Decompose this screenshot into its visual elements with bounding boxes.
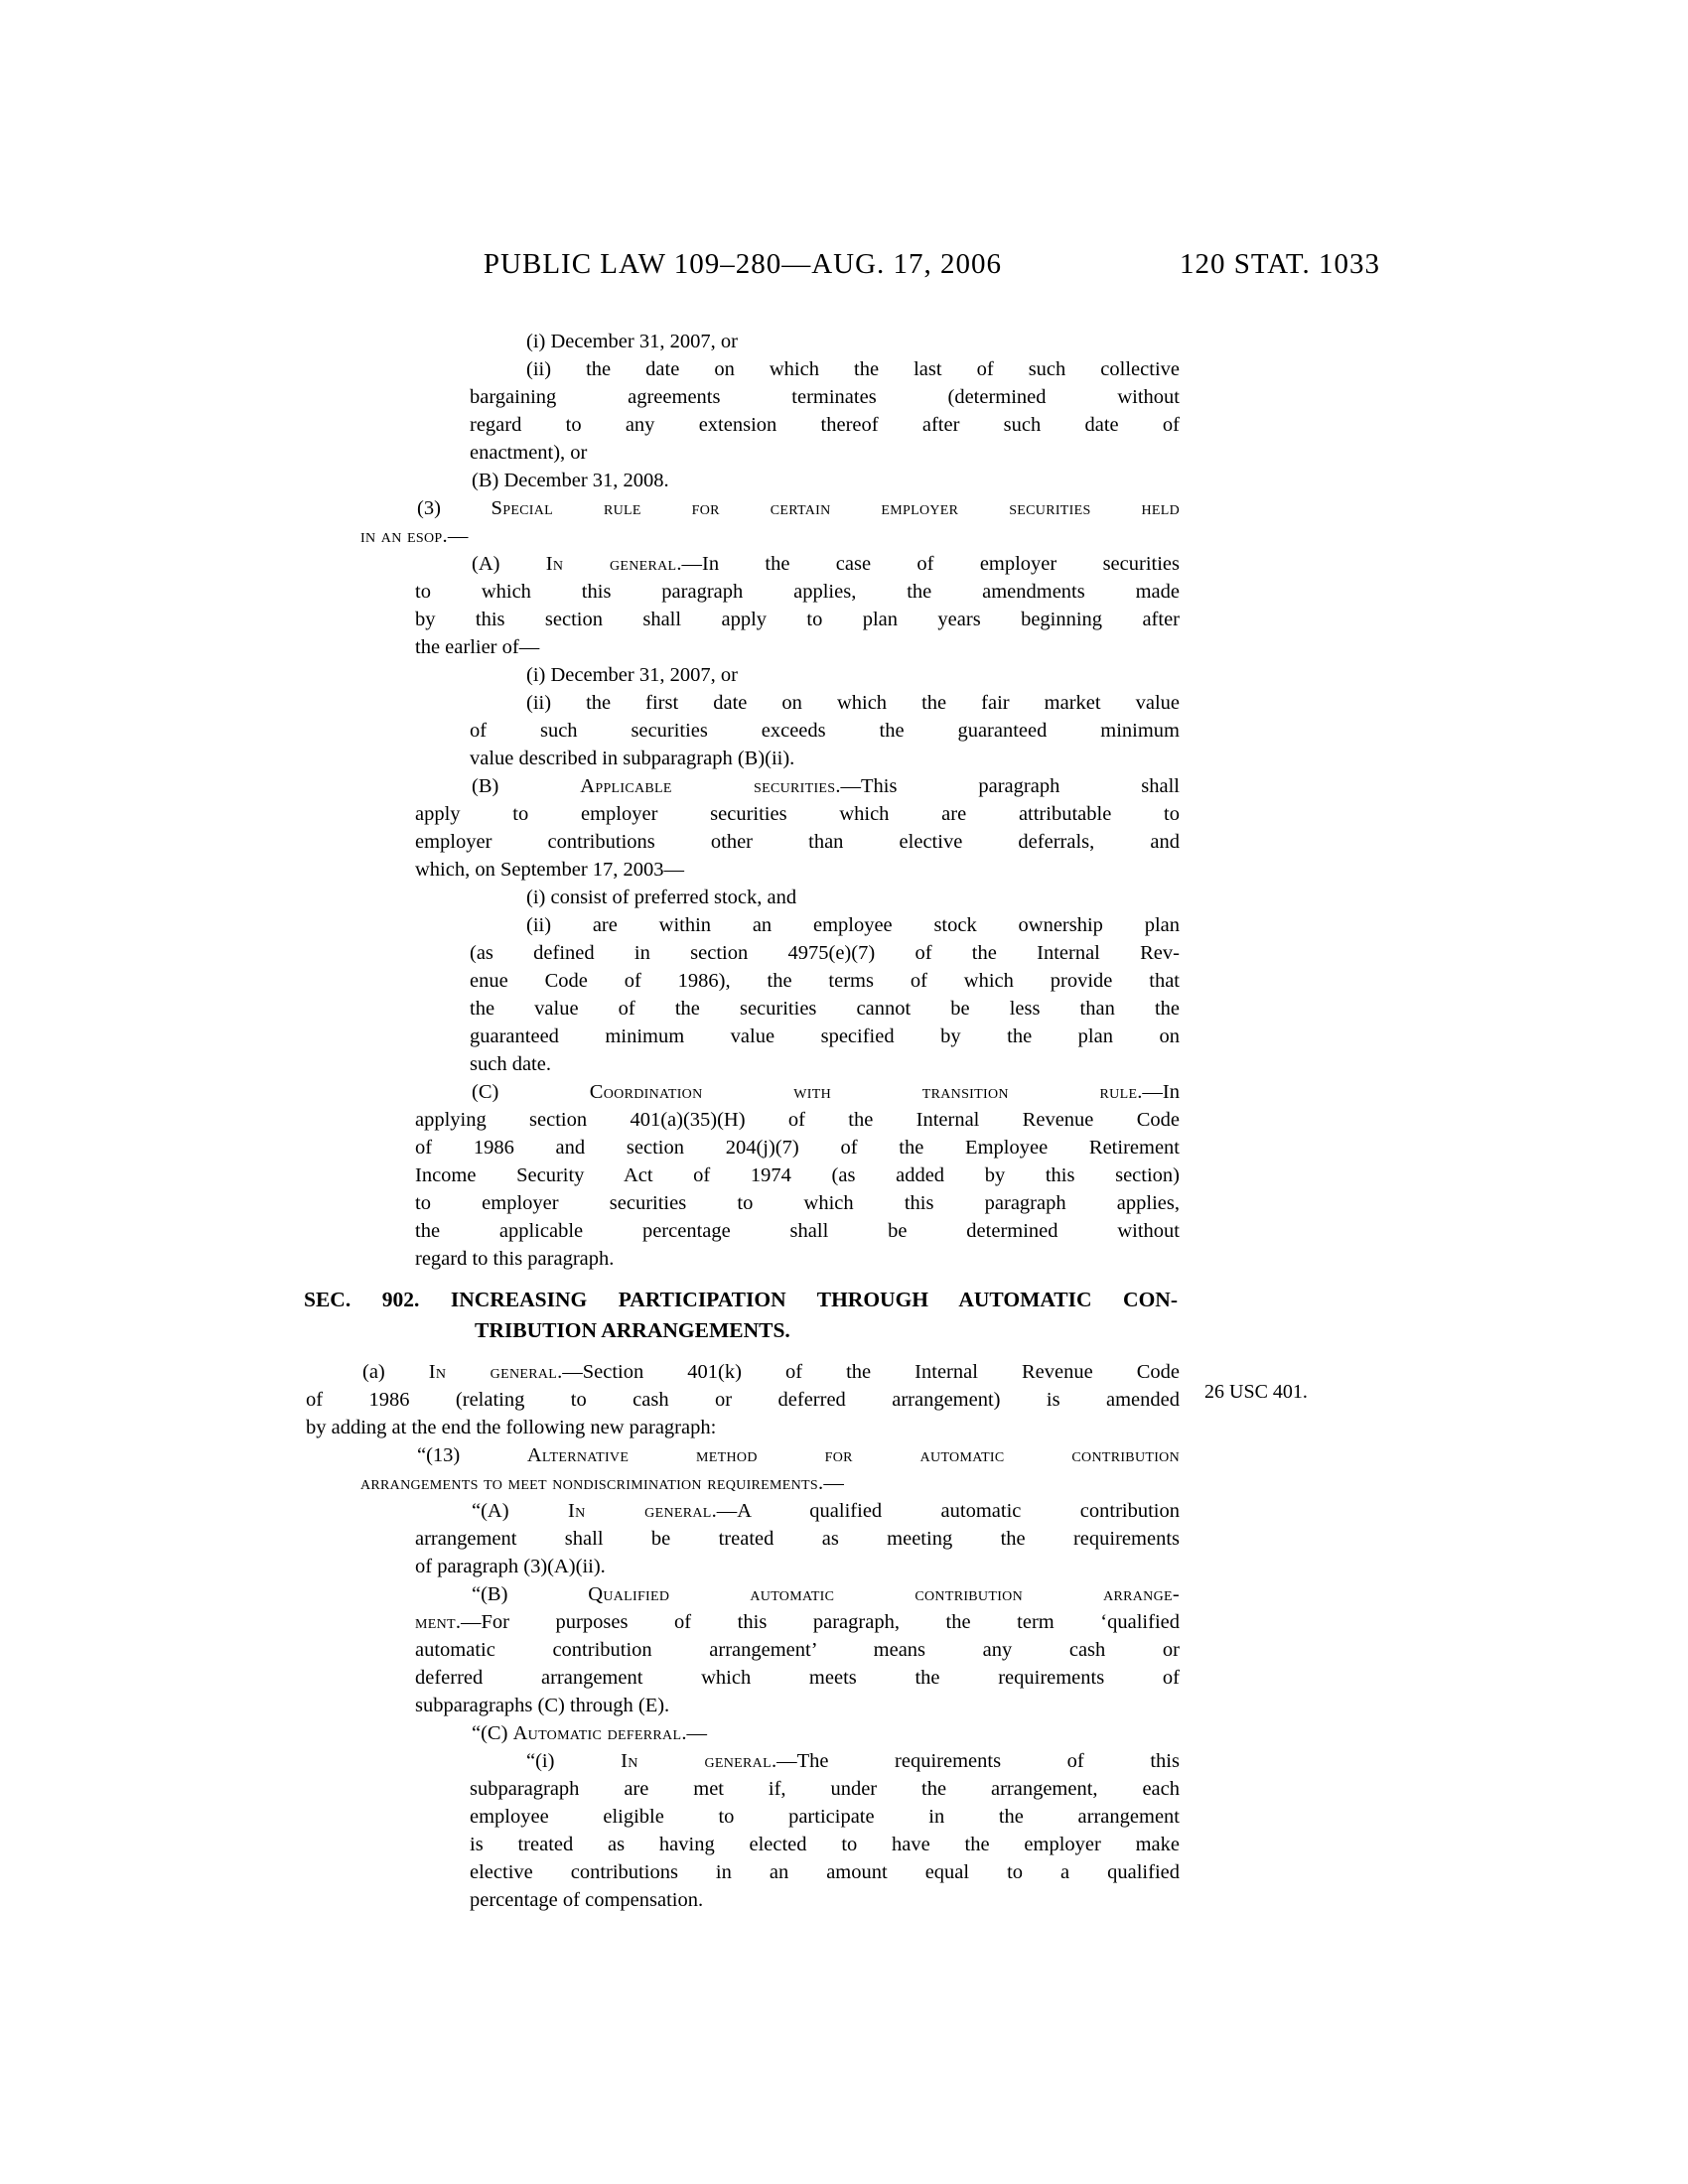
paragraph (470, 1747, 1180, 1914)
text-segment: of 1986 (relating to cash or deferred arrangement) is amended (306, 1389, 1180, 1411)
text-line (415, 1664, 1180, 1692)
text-line (360, 494, 1180, 522)
text-segment: .—A qualified automatic contribution (711, 1500, 1180, 1522)
small-caps-text: Coordination with transition rule (589, 1081, 1138, 1103)
text-line (415, 1106, 1180, 1134)
paragraph (415, 550, 1180, 661)
text-line (415, 856, 1180, 884)
text-segment: automatic contribution arrangement’ means any cash or (415, 1639, 1180, 1661)
paragraph (470, 884, 1180, 911)
text-segment: (as defined in section 4975(e)(7) of the Internal Rev- (470, 942, 1180, 964)
statute-text-upper (306, 328, 1180, 1273)
text-segment: .— (681, 1722, 707, 1744)
text-line (470, 1050, 1180, 1078)
text-segment: “(i) (526, 1750, 622, 1772)
text-line (360, 522, 1180, 550)
text-line (470, 884, 1180, 911)
text-segment: of paragraph (3)(A)(ii). (415, 1556, 606, 1577)
text-line (415, 1189, 1180, 1217)
paragraph (415, 1580, 1180, 1719)
section-heading-line1: SEC. 902. INCREASING PARTICIPATION THROUGH AUTOMATIC CON- (304, 1288, 1178, 1311)
text-line (415, 1580, 1180, 1608)
text-line (470, 745, 1180, 772)
small-caps-text: In general (545, 553, 677, 575)
text-segment: (C) (472, 1081, 590, 1103)
text-line (415, 1608, 1180, 1636)
text-segment: enue Code of 1986), the terms of which provide that (470, 970, 1180, 992)
text-segment: elective contributions in an amount equal to a qualified (470, 1861, 1180, 1883)
small-caps-text: in an esop.— (360, 525, 469, 547)
text-line (415, 1161, 1180, 1189)
text-line (415, 1245, 1180, 1273)
text-segment: .—In (1137, 1081, 1180, 1103)
text-line (470, 967, 1180, 995)
text-segment: .—Section 401(k) of the Internal Revenue Code (557, 1361, 1180, 1383)
text-line (360, 1469, 1180, 1497)
text-line (306, 1386, 1180, 1414)
text-segment: enactment), or (470, 442, 588, 464)
text-line (415, 606, 1180, 633)
small-caps-text: Automatic deferral (512, 1722, 682, 1744)
text-segment: applying section 401(a)(35)(H) of the Internal Revenue Code (415, 1109, 1180, 1131)
text-segment: .—The requirements of this (771, 1750, 1180, 1772)
text-segment: regard to this paragraph. (415, 1248, 615, 1270)
text-line (470, 689, 1180, 717)
small-caps-text: Applicable securities (580, 775, 836, 797)
text-line (470, 1886, 1180, 1914)
text-segment: the value of the securities cannot be less than the (470, 998, 1180, 1020)
text-segment: which, on September 17, 2003— (415, 859, 685, 881)
page-number: 120 STAT. 1033 (1179, 248, 1380, 280)
text-line (415, 1497, 1180, 1525)
text-segment: of 1986 and section 204(j)(7) of the Employee Retirement (415, 1137, 1180, 1159)
text-segment: subparagraph are met if, under the arrangement, each (470, 1778, 1180, 1800)
paragraph (470, 911, 1180, 1078)
text-line (470, 1858, 1180, 1886)
text-segment: deferred arrangement which meets the requirements of (415, 1667, 1180, 1689)
paragraph (415, 1719, 1180, 1747)
text-segment: employee eligible to participate in the arrangement (470, 1806, 1180, 1828)
text-segment: .—This paragraph shall (835, 775, 1180, 797)
small-caps-text: Qualified automatic contribution arrange- (588, 1583, 1180, 1605)
text-segment: (A) (472, 553, 546, 575)
small-caps-text: Alternative method for automatic contribution (526, 1444, 1180, 1466)
paragraph (306, 1358, 1180, 1441)
small-caps-text: arrangements to meet nondiscrimination requirements.— (360, 1472, 845, 1494)
text-segment: .—In the case of employer securities (676, 553, 1180, 575)
paragraph (470, 328, 1180, 355)
text-segment: “(B) (472, 1583, 589, 1605)
text-segment: (i) consist of preferred stock, and (526, 887, 797, 908)
small-caps-text: Special rule for certain employer securities held (491, 497, 1180, 519)
uscode-margin-note: 26 USC 401. (1204, 1381, 1308, 1403)
text-segment: (B) (472, 775, 581, 797)
small-caps-text: In general (567, 1500, 712, 1522)
paragraph (415, 1078, 1180, 1273)
text-segment: “(C) (472, 1722, 513, 1744)
text-line (415, 1553, 1180, 1580)
text-segment: such date. (470, 1053, 551, 1075)
text-line (470, 1747, 1180, 1775)
paragraph (470, 355, 1180, 467)
text-line (415, 800, 1180, 828)
text-line (470, 995, 1180, 1023)
small-caps-text: ment (415, 1611, 456, 1633)
text-line (415, 633, 1180, 661)
section-heading (304, 1285, 1178, 1346)
text-segment: subparagraphs (C) through (E). (415, 1695, 670, 1716)
paragraph (415, 772, 1180, 884)
text-segment: Income Security Act of 1974 (as added by this section) (415, 1164, 1180, 1186)
running-header-title: PUBLIC LAW 109–280—AUG. 17, 2006 (483, 248, 1003, 280)
text-line (415, 1719, 1180, 1747)
text-line (470, 355, 1180, 383)
small-caps-text: In general (621, 1750, 772, 1772)
text-line (415, 578, 1180, 606)
text-line (415, 1134, 1180, 1161)
text-line (415, 1217, 1180, 1245)
text-segment: (ii) are within an employee stock ownership plan (526, 914, 1180, 936)
text-segment: (a) (362, 1361, 429, 1383)
text-line (470, 717, 1180, 745)
text-segment: “(A) (472, 1500, 568, 1522)
text-line (470, 383, 1180, 411)
text-segment: the applicable percentage shall be determined without (415, 1220, 1180, 1242)
text-segment: apply to employer securities which are attributable to (415, 803, 1180, 825)
text-line (415, 1636, 1180, 1664)
text-segment: (3) (417, 497, 492, 519)
text-line (306, 1358, 1180, 1386)
text-segment: to employer securities to which this paragraph applies, (415, 1192, 1180, 1214)
text-segment: bargaining agreements terminates (determined without (470, 386, 1180, 408)
text-line (470, 328, 1180, 355)
text-line (470, 439, 1180, 467)
text-segment: “(13) (417, 1444, 527, 1466)
text-segment: regard to any extension thereof after such date of (470, 414, 1180, 436)
text-line (415, 1692, 1180, 1719)
text-segment: is treated as having elected to have the employer make (470, 1834, 1180, 1855)
paragraph (470, 689, 1180, 772)
text-line (415, 828, 1180, 856)
text-line (470, 911, 1180, 939)
text-line (470, 939, 1180, 967)
text-segment: (ii) the date on which the last of such collective (526, 358, 1180, 380)
text-line (415, 1525, 1180, 1553)
text-segment: by adding at the end the following new paragraph: (306, 1417, 717, 1438)
text-line (470, 1775, 1180, 1803)
text-line (470, 1831, 1180, 1858)
text-line (306, 1414, 1180, 1441)
text-segment: .—For purposes of this paragraph, the term ‘qualified (455, 1611, 1180, 1633)
text-line (415, 467, 1180, 494)
text-line (415, 550, 1180, 578)
text-segment: (i) December 31, 2007, or (526, 331, 738, 352)
text-segment: value described in subparagraph (B)(ii). (470, 748, 795, 769)
text-segment: the earlier of— (415, 636, 540, 658)
text-segment: (B) December 31, 2008. (472, 470, 669, 491)
text-line (470, 411, 1180, 439)
section-heading-line2: TRIBUTION ARRANGEMENTS. (475, 1318, 790, 1342)
text-line (360, 1441, 1180, 1469)
text-segment: percentage of compensation. (470, 1889, 704, 1911)
text-line (470, 1803, 1180, 1831)
text-segment: (ii) the first date on which the fair market value (526, 692, 1180, 714)
paragraph (415, 1497, 1180, 1580)
statute-text-lower (306, 1358, 1180, 1914)
text-segment: (i) December 31, 2007, or (526, 664, 738, 686)
text-segment: by this section shall apply to plan years beginning after (415, 609, 1180, 630)
text-segment: of such securities exceeds the guaranteed minimum (470, 720, 1180, 742)
text-segment: employer contributions other than elective deferrals, and (415, 831, 1180, 853)
paragraph (415, 467, 1180, 494)
text-segment: guaranteed minimum value specified by the plan on (470, 1025, 1180, 1047)
text-segment: arrangement shall be treated as meeting the requirements (415, 1528, 1180, 1550)
small-caps-text: In general (428, 1361, 558, 1383)
text-segment: to which this paragraph applies, the amendments made (415, 581, 1180, 603)
text-line (415, 772, 1180, 800)
paragraph (360, 1441, 1180, 1497)
text-line (470, 1023, 1180, 1050)
paragraph (360, 494, 1180, 550)
paragraph (470, 661, 1180, 689)
text-line (415, 1078, 1180, 1106)
text-line (470, 661, 1180, 689)
